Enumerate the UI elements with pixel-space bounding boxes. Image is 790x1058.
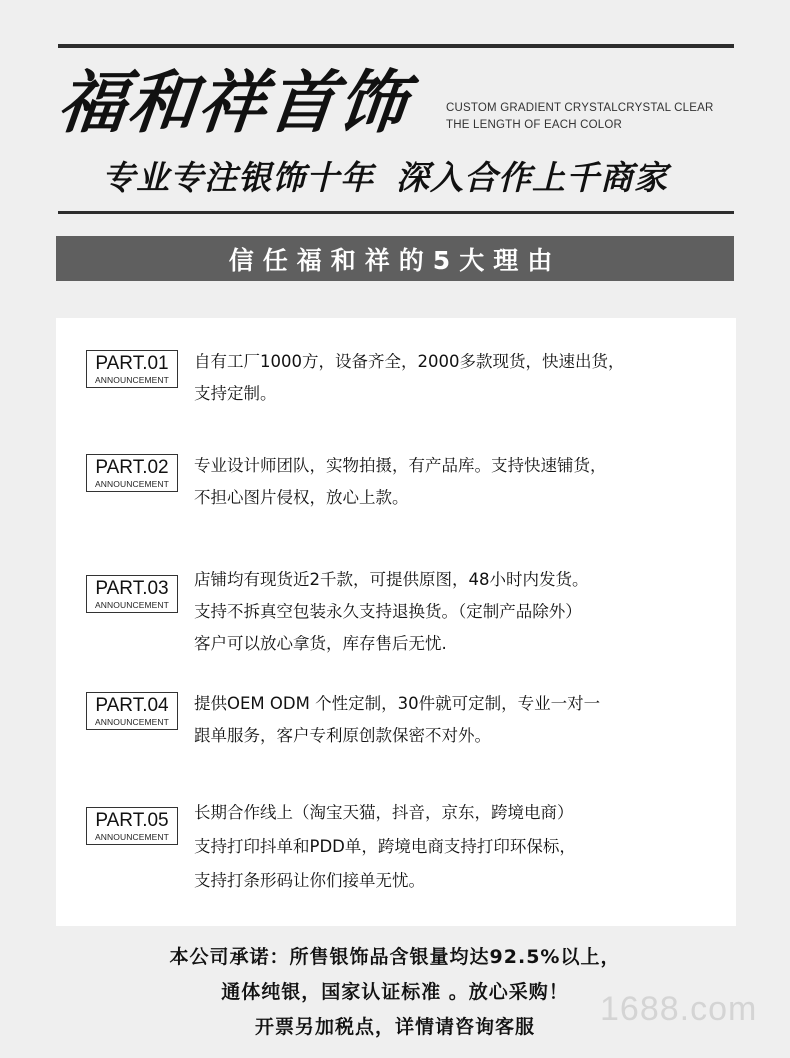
part-label: PART.02: [95, 457, 169, 478]
reason-line: 提供OEM ODM 个性定制，30件就可定制，专业一对一: [194, 694, 601, 713]
brand-title: 福和祥首饰: [53, 64, 413, 143]
reason-text: [194, 564, 589, 660]
reasons-card: [56, 318, 736, 926]
reason-line: 跟单服务，客户专利原创款保密不对外。: [194, 726, 491, 745]
promise-line-1: 本公司承诺：所售银饰品含银量均达92.5%以上，: [169, 946, 621, 968]
reasons-banner: 信任福和祥的5大理由: [56, 236, 734, 281]
part-sub: ANNOUNCEMENT: [95, 832, 169, 842]
reason-line: 支持定制。: [194, 384, 277, 403]
site-watermark: 1688.com: [600, 990, 758, 1028]
part-label: PART.04: [95, 695, 169, 716]
part-badge: [86, 692, 178, 730]
reason-text: [194, 450, 607, 514]
reason-line: 专业设计师团队，实物拍摄，有产品库。支持快速铺货，: [194, 456, 607, 475]
top-divider: [58, 44, 734, 48]
tagline: [446, 100, 714, 134]
slogan-left: 专业专注银饰十年: [102, 158, 374, 197]
part-badge: [86, 454, 178, 492]
part-badge: [86, 350, 178, 388]
reason-line: 自有工厂1000方，设备齐全，2000多款现货，快速出货，: [194, 352, 625, 371]
promise-line-3: 开票另加税点，详情请咨询客服: [254, 1016, 535, 1038]
tagline-line-1: CUSTOM GRADIENT CRYSTALCRYSTAL CLEAR: [446, 102, 714, 114]
reason-text: [194, 688, 600, 752]
part-badge: [86, 575, 178, 613]
part-label: PART.03: [95, 578, 169, 599]
part-label: PART.05: [95, 810, 169, 831]
part-sub: ANNOUNCEMENT: [95, 375, 169, 385]
reason-text: [194, 796, 576, 898]
part-sub: ANNOUNCEMENT: [95, 717, 169, 727]
part-sub: ANNOUNCEMENT: [95, 600, 169, 610]
reason-line: 支持不拆真空包装永久支持退换货。（定制产品除外）: [194, 602, 582, 621]
tagline-line-2: THE LENGTH OF EACH COLOR: [446, 119, 623, 131]
reason-line: 客户可以放心拿货，库存售后无忧.: [194, 634, 447, 653]
part-label: PART.01: [95, 353, 169, 374]
reason-line: 店铺均有现货近2千款，可提供原图，48小时内发货。: [194, 570, 589, 589]
reason-line: 不担心图片侵权，放心上款。: [194, 488, 409, 507]
part-sub: ANNOUNCEMENT: [95, 479, 169, 489]
slogan-right: 深入合作上千商家: [396, 158, 668, 197]
promise-line-2: 通体纯银，国家认证标准 。放心采购！: [221, 981, 569, 1003]
part-badge: [86, 807, 178, 845]
reason-text: [194, 346, 624, 410]
reason-line: 支持打印抖单和PDD单，跨境电商支持打印环保标，: [194, 837, 576, 856]
reason-line: 长期合作线上（淘宝天猫，抖音，京东，跨境电商）: [194, 803, 574, 822]
slogan: [102, 152, 668, 199]
reason-line: 支持打条形码让你们接单无忧。: [194, 871, 425, 890]
middle-divider: [58, 211, 734, 214]
